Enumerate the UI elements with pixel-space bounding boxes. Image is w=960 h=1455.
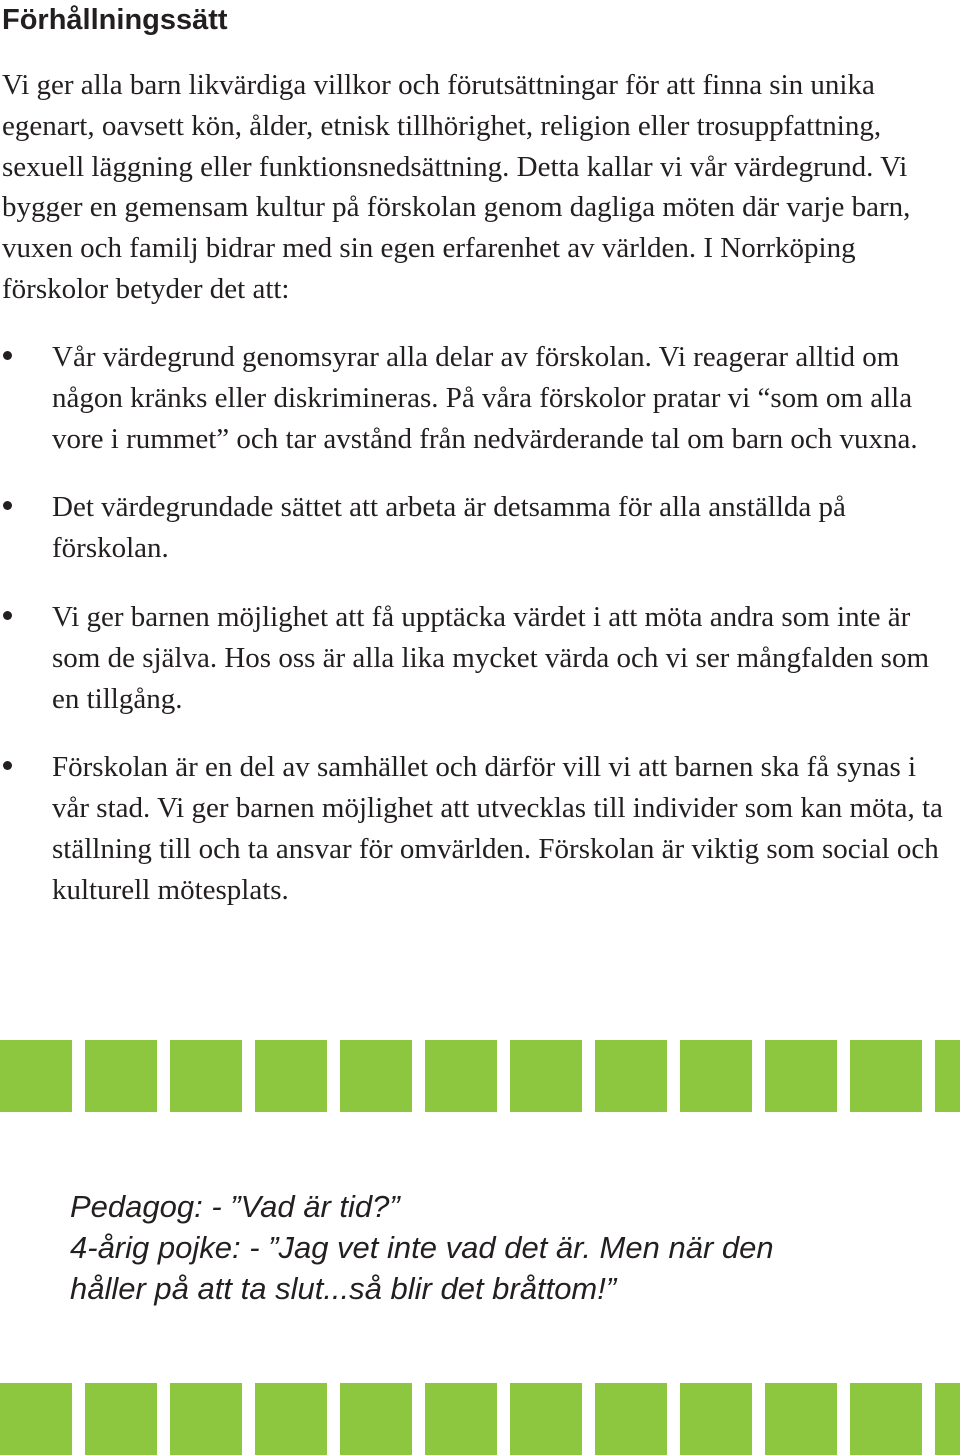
bullet-text: Förskolan är en del av samhället och därför vill vi att barnen ska få synas i vår stad. Vi ger barnen möjlighet att utvecklas till individer som kan möta, ta ställning till och ta ansvar för omvärlden. Förskolan är viktig som social och kulturell mötesplats. [52, 751, 943, 906]
green-square [765, 1383, 837, 1455]
value-bullet-list [0, 337, 960, 939]
green-square [425, 1040, 497, 1112]
bullet-item [0, 747, 952, 910]
bullet-item [0, 487, 952, 569]
green-square [935, 1383, 960, 1455]
green-square-divider-top [0, 1040, 960, 1112]
bullet-dot-icon [3, 761, 12, 770]
bullet-text: Vi ger barnen möjlighet att få upptäcka värdet i att möta andra som inte är som de själva. Hos oss är alla lika mycket värda och vi ser mångfalden som en tillgång. [52, 600, 930, 715]
green-square [680, 1383, 752, 1455]
bullet-dot-icon [3, 351, 12, 360]
green-square [680, 1040, 752, 1112]
green-square [935, 1040, 960, 1112]
green-square [0, 1040, 72, 1112]
bullet-item [0, 597, 952, 719]
green-square [595, 1040, 667, 1112]
bullet-text: Vår värdegrund genomsyrar alla delar av förskolan. Vi reagerar alltid om någon kränks eller diskrimineras. På våra förskolor pratar vi “som om alla vore i rummet” och tar avstånd från nedvärderande tal om barn och vuxna. [52, 341, 918, 455]
green-square-divider-bottom [0, 1383, 960, 1455]
green-square [170, 1383, 242, 1455]
quote-line: 4-årig pojke: - ”Jag vet inte vad det är. Men när den [70, 1230, 774, 1265]
green-square [0, 1383, 72, 1455]
page-heading: Förhållningssätt [2, 4, 228, 36]
green-square [340, 1383, 412, 1455]
bullet-dot-icon [3, 501, 12, 510]
bullet-text: Det värdegrundade sättet att arbeta är detsamma för alla anställda på förskolan. [52, 491, 846, 565]
green-square [85, 1383, 157, 1455]
green-square [850, 1383, 922, 1455]
green-square [255, 1040, 327, 1112]
green-square [340, 1040, 412, 1112]
green-square [850, 1040, 922, 1112]
green-square [595, 1383, 667, 1455]
green-square [425, 1383, 497, 1455]
green-square [170, 1040, 242, 1112]
green-square [510, 1040, 582, 1112]
green-square [255, 1383, 327, 1455]
quote-line: håller på att ta slut...så blir det bråttom!” [70, 1271, 617, 1306]
intro-paragraph: Vi ger alla barn likvärdiga villkor och förutsättningar för att finna sin unika egenart, oavsett kön, ålder, etnisk tillhörighet, religion eller trosuppfattning, sexuell läggning eller funktionsnedsättning. Detta kallar vi vår värdegrund. Vi bygger en gemensam kultur på förskolan genom dagliga möten där varje barn, vuxen och familj bidrar med sin egen erfarenhet av världen. I Norrköping förskolor betyder det att: [2, 69, 911, 305]
quote-line: Pedagog: - ”Vad är tid?” [70, 1189, 400, 1224]
green-square [85, 1040, 157, 1112]
bullet-item [0, 337, 952, 459]
bullet-dot-icon [3, 611, 12, 620]
child-quote [70, 1186, 940, 1309]
green-square [510, 1383, 582, 1455]
green-square [765, 1040, 837, 1112]
